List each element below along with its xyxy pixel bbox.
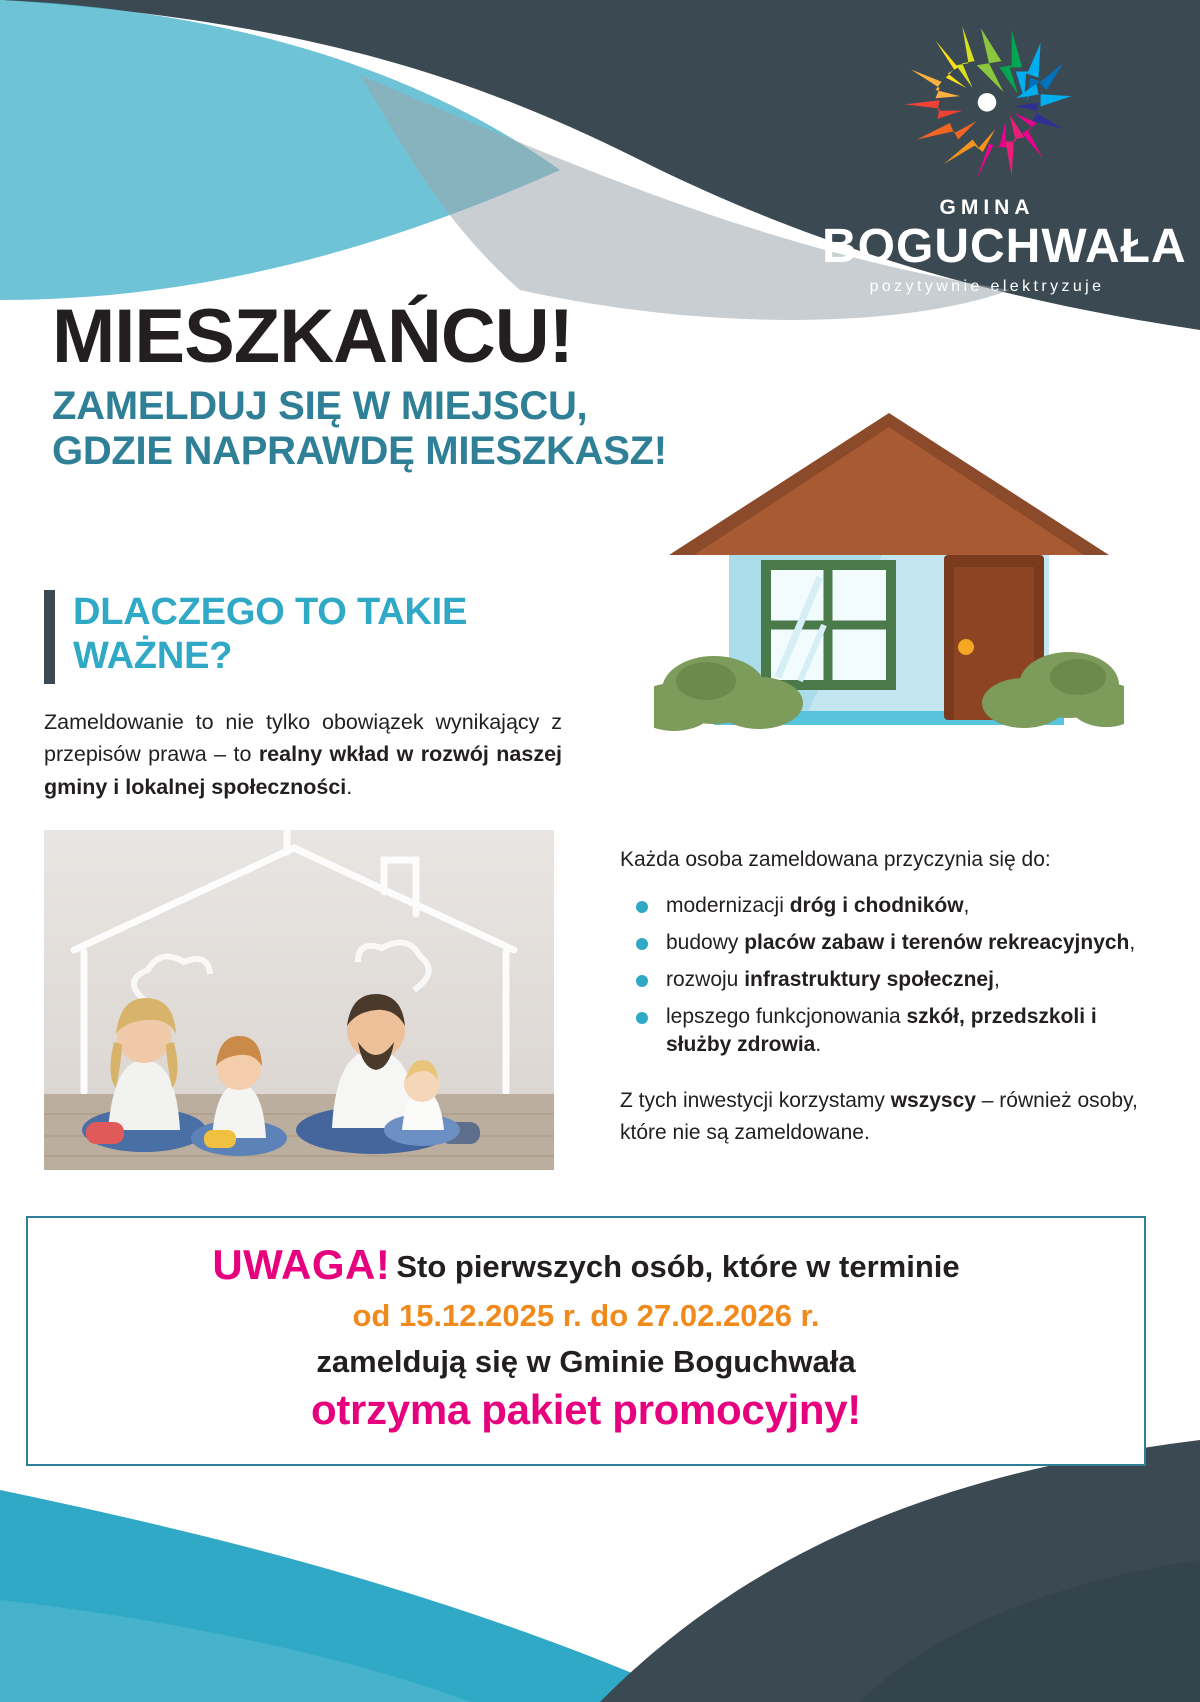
notice-dates: od 15.12.2025 r. do 27.02.2026 r. xyxy=(352,1298,820,1334)
item-plain-before: lepszego funkcjonowania xyxy=(666,1005,907,1029)
item-plain-after: , xyxy=(993,968,1000,992)
bullet-icon xyxy=(636,901,648,913)
why-heading xyxy=(44,590,604,684)
headline-block xyxy=(52,294,667,474)
contributions-block xyxy=(620,845,1150,1148)
notice-first-line xyxy=(28,1242,1144,1288)
notice-third-line: zameldują się w Gminie Boguchwała xyxy=(316,1344,856,1380)
outro-plain-1: Z tych inwestycji korzystamy xyxy=(620,1089,891,1112)
family-photo xyxy=(44,830,554,1170)
why-title-line-1: DLACZEGO TO TAKIE xyxy=(73,591,468,633)
list-item xyxy=(620,966,1150,994)
list-item xyxy=(620,892,1150,920)
colorful-burst-icon xyxy=(882,22,1092,192)
why-body-plain-2: . xyxy=(346,774,353,799)
item-plain-before: budowy xyxy=(666,931,745,955)
outro-plain-2: – również osoby, które nie są zameldowane. xyxy=(620,1089,1138,1144)
heading-accent-bar xyxy=(44,590,55,684)
list-item xyxy=(620,929,1150,957)
family-photo-graphic xyxy=(44,830,554,1170)
bullet-icon xyxy=(636,938,648,950)
item-bold: dróg i chodników xyxy=(789,894,964,918)
logo-gmina-label: GMINA xyxy=(939,196,1035,219)
bullet-icon xyxy=(636,1012,648,1024)
contributions-outro xyxy=(620,1085,1150,1148)
notice-attention-label: UWAGA! xyxy=(212,1241,391,1288)
item-plain-after: , xyxy=(963,894,970,918)
contributions-list xyxy=(620,892,1150,1059)
why-title-line-2: WAŻNE? xyxy=(73,635,233,678)
notice-reward-line: otrzyma pakiet promocyjny! xyxy=(310,1386,861,1434)
item-plain-before: rozwoju xyxy=(666,968,745,992)
notice-line1-text: Sto pierwszych osób, które w terminie xyxy=(396,1249,960,1284)
item-plain-after: . xyxy=(815,1033,822,1057)
logo-municipality-name: BOGUCHWAŁA xyxy=(822,220,1187,273)
logo-tagline: pozytywnie elektryzuje xyxy=(869,278,1105,296)
municipality-logo xyxy=(822,22,1187,296)
promotion-notice xyxy=(26,1216,1146,1466)
list-item xyxy=(620,1003,1150,1059)
bullet-icon xyxy=(636,975,648,987)
page-title: MIESZKAŃCU! xyxy=(52,294,573,379)
why-body-text xyxy=(44,706,562,803)
subtitle-line-2: GDZIE NAPRAWDĘ MIESZKASZ! xyxy=(52,429,667,474)
item-plain-after: , xyxy=(1129,931,1136,955)
why-body-plain-1: Zameldowanie to nie tylko obowiązek wynikający z przepisów prawa – to xyxy=(44,710,562,767)
item-bold: infrastruktury społecznej xyxy=(744,968,994,992)
subtitle-line-1: ZAMELDUJ SIĘ W MIEJSCU, xyxy=(52,384,588,429)
why-title xyxy=(73,590,467,678)
why-body-bold-1: realny wkład w rozwój naszej gminy i lokalnej społeczności xyxy=(44,742,562,799)
house-illustration xyxy=(654,385,1124,765)
outro-bold: wszyscy xyxy=(890,1089,976,1112)
item-plain-before: modernizacji xyxy=(666,894,790,918)
contributions-intro: Każda osoba zameldowana przyczynia się do: xyxy=(620,848,1051,871)
item-bold: szkół, przedszkoli i służby zdrowia xyxy=(666,1005,1097,1057)
why-important-section xyxy=(44,590,604,824)
item-bold: placów zabaw i terenów rekreacyjnych xyxy=(744,931,1130,955)
page-subtitle xyxy=(52,384,667,474)
